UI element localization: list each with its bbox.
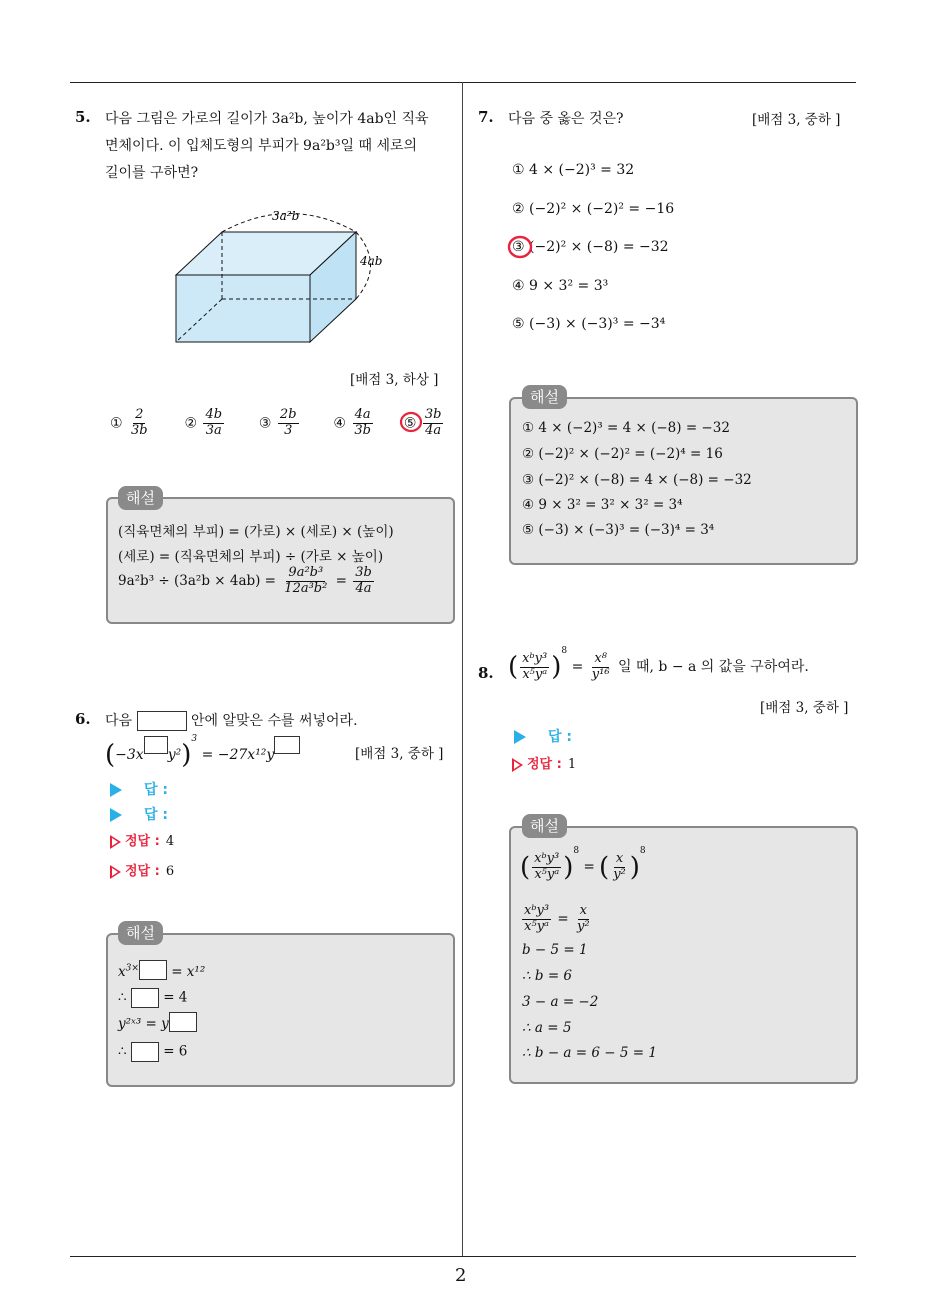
outline-triangle-icon	[512, 758, 523, 772]
choice-2[interactable]: ② (−2)² × (−2)² = −16	[512, 201, 675, 217]
explanation-line: $\frac{\text{xᵇy³}}{\text{x⁵yᵃ}}$ = $\frac{x}{\text{y²}}$	[524, 903, 590, 934]
answer-circle-mark	[398, 410, 424, 434]
choice-1[interactable]: ① 4 × (−2)³ = 32	[512, 162, 635, 178]
blank-box	[139, 960, 167, 980]
explanation-line: 9a²b³ ÷ (3a²b × 4ab) = $\frac{\text{9a²b³}}{\text{12a³b²}}$ = $\frac{3b}{4a}$	[118, 565, 372, 596]
blank-box	[131, 988, 159, 1008]
play-icon	[514, 730, 526, 744]
column-divider	[462, 82, 463, 1257]
explanation-line: (직육면체의 부피) = (가로) × (세로) × (높이)	[118, 524, 394, 540]
question-number: 5.	[75, 108, 91, 126]
blank-box	[131, 1042, 159, 1062]
top-rule	[70, 82, 856, 83]
choice-3[interactable]: ③ $\frac{2b}{3}$	[258, 407, 297, 438]
answer-field[interactable]: 답 :	[110, 804, 168, 824]
blank-box	[169, 1012, 197, 1032]
score-label: [배점 3, 중하 ]	[355, 746, 444, 762]
choice-list	[110, 408, 445, 439]
choice-2[interactable]: ② $\frac{4b}{3a}$	[184, 407, 223, 438]
choice-1[interactable]: ① $\frac{2}{3b}$	[110, 407, 148, 438]
blank-box[interactable]	[274, 736, 300, 754]
choice-4[interactable]: ④ $\frac{4a}{3b}$	[333, 407, 371, 438]
explanation-line: ④ 9 × 3² = 3² × 3² = 3⁴	[522, 497, 683, 513]
width-label: 3a²b	[272, 209, 300, 223]
explanation-tag: 해설	[522, 385, 567, 409]
explanation-line: ∴ b − a = 6 − 5 = 1	[522, 1045, 657, 1061]
page-number: 2	[455, 1265, 467, 1286]
explanation-line: b − 5 = 1	[522, 942, 588, 958]
explanation-line: ∴ b = 6	[522, 968, 573, 984]
explanation-line: ③ (−2)² × (−8) = 4 × (−8) = −32	[522, 472, 752, 488]
explanation-line: ② (−2)² × (−2)² = (−2)⁴ = 16	[522, 446, 723, 462]
explanation-tag: 해설	[118, 486, 163, 510]
choice-4[interactable]: ④ 9 × 3² = 3³	[512, 278, 609, 294]
answer-field[interactable]: 답 :	[110, 779, 168, 799]
solution-row: 정답 : 4	[110, 830, 174, 849]
question-equation: (−3x y²)$^3$ = −27x¹²y	[105, 734, 300, 770]
score-label: [배점 3, 중하 ]	[760, 700, 849, 716]
explanation-line: ⑤ (−3) × (−3)³ = (−3)⁴ = 3⁴	[522, 522, 715, 538]
solution-row: 정답 : 1	[512, 753, 576, 772]
choice-5[interactable]: ⑤ $\frac{3b}{4a}$	[404, 408, 446, 439]
score-label: [배점 3, 중하 ]	[752, 112, 841, 128]
explanation-tag: 해설	[118, 921, 163, 945]
question-number: 8.	[478, 664, 494, 682]
outline-triangle-icon	[110, 865, 121, 879]
play-icon	[110, 783, 122, 797]
explanation-line: y²ˣ³ = y	[118, 1012, 197, 1032]
choice-5[interactable]: ⑤ (−3) × (−3)³ = −3⁴	[512, 316, 666, 332]
explanation-tag: 해설	[522, 814, 567, 838]
outline-triangle-icon	[110, 835, 121, 849]
explanation-line: ∴ = 4	[118, 988, 187, 1008]
explanation-line: (세로) = (직육면체의 부피) ÷ (가로 × 높이)	[118, 549, 384, 565]
explanation-line: ∴ a = 5	[522, 1020, 572, 1036]
question-number: 7.	[478, 108, 494, 126]
blank-box[interactable]	[144, 736, 168, 754]
solution-row: 정답 : 6	[110, 860, 174, 879]
question-text: 다음 안에 알맞은 수를 써넣어라.	[105, 713, 358, 729]
explanation-line: ① 4 × (−2)³ = 4 × (−8) = −32	[522, 420, 730, 436]
bottom-rule	[70, 1256, 856, 1257]
height-label: 4ab	[360, 254, 383, 268]
score-label: [배점 3, 하상 ]	[350, 372, 439, 388]
explanation-line: ( $\frac{\text{xᵇy³}}{\text{x⁵yᵃ}}$ )$^8$ = ( $\frac{x}{\text{y²}}$ )$^8$	[520, 846, 646, 883]
explanation-panel	[106, 933, 455, 1087]
explanation-line: ∴ = 6	[118, 1042, 187, 1062]
cuboid-figure	[160, 195, 400, 355]
question-text: 길이를 구하면?	[105, 165, 199, 181]
blank-box	[137, 711, 187, 731]
answer-field[interactable]: 답 :	[514, 726, 572, 746]
question-number: 6.	[75, 710, 91, 728]
play-icon	[110, 808, 122, 822]
question-equation: ( $\frac{\text{xᵇy³}}{\text{x⁵yᵃ}}$ )$^8$ = $\frac{\text{x⁸}}{\text{y¹⁶}}$ 일 때, b − a 의 값을 구하여라.	[508, 646, 809, 682]
answer-circle-mark	[506, 234, 536, 260]
choice-3[interactable]: ③ (−2)² × (−8) = −32	[512, 239, 669, 255]
explanation-line: $x^{3\times} = x^{12}$	[118, 960, 205, 980]
question-text: 면체이다. 이 입체도형의 부피가 9a²b³일 때 세로의	[105, 138, 418, 154]
question-text: 다음 중 옳은 것은?	[508, 111, 624, 127]
explanation-line: 3 − a = −2	[522, 994, 599, 1010]
question-text: 다음 그림은 가로의 길이가 3a²b, 높이가 4ab인 직육	[105, 111, 429, 127]
